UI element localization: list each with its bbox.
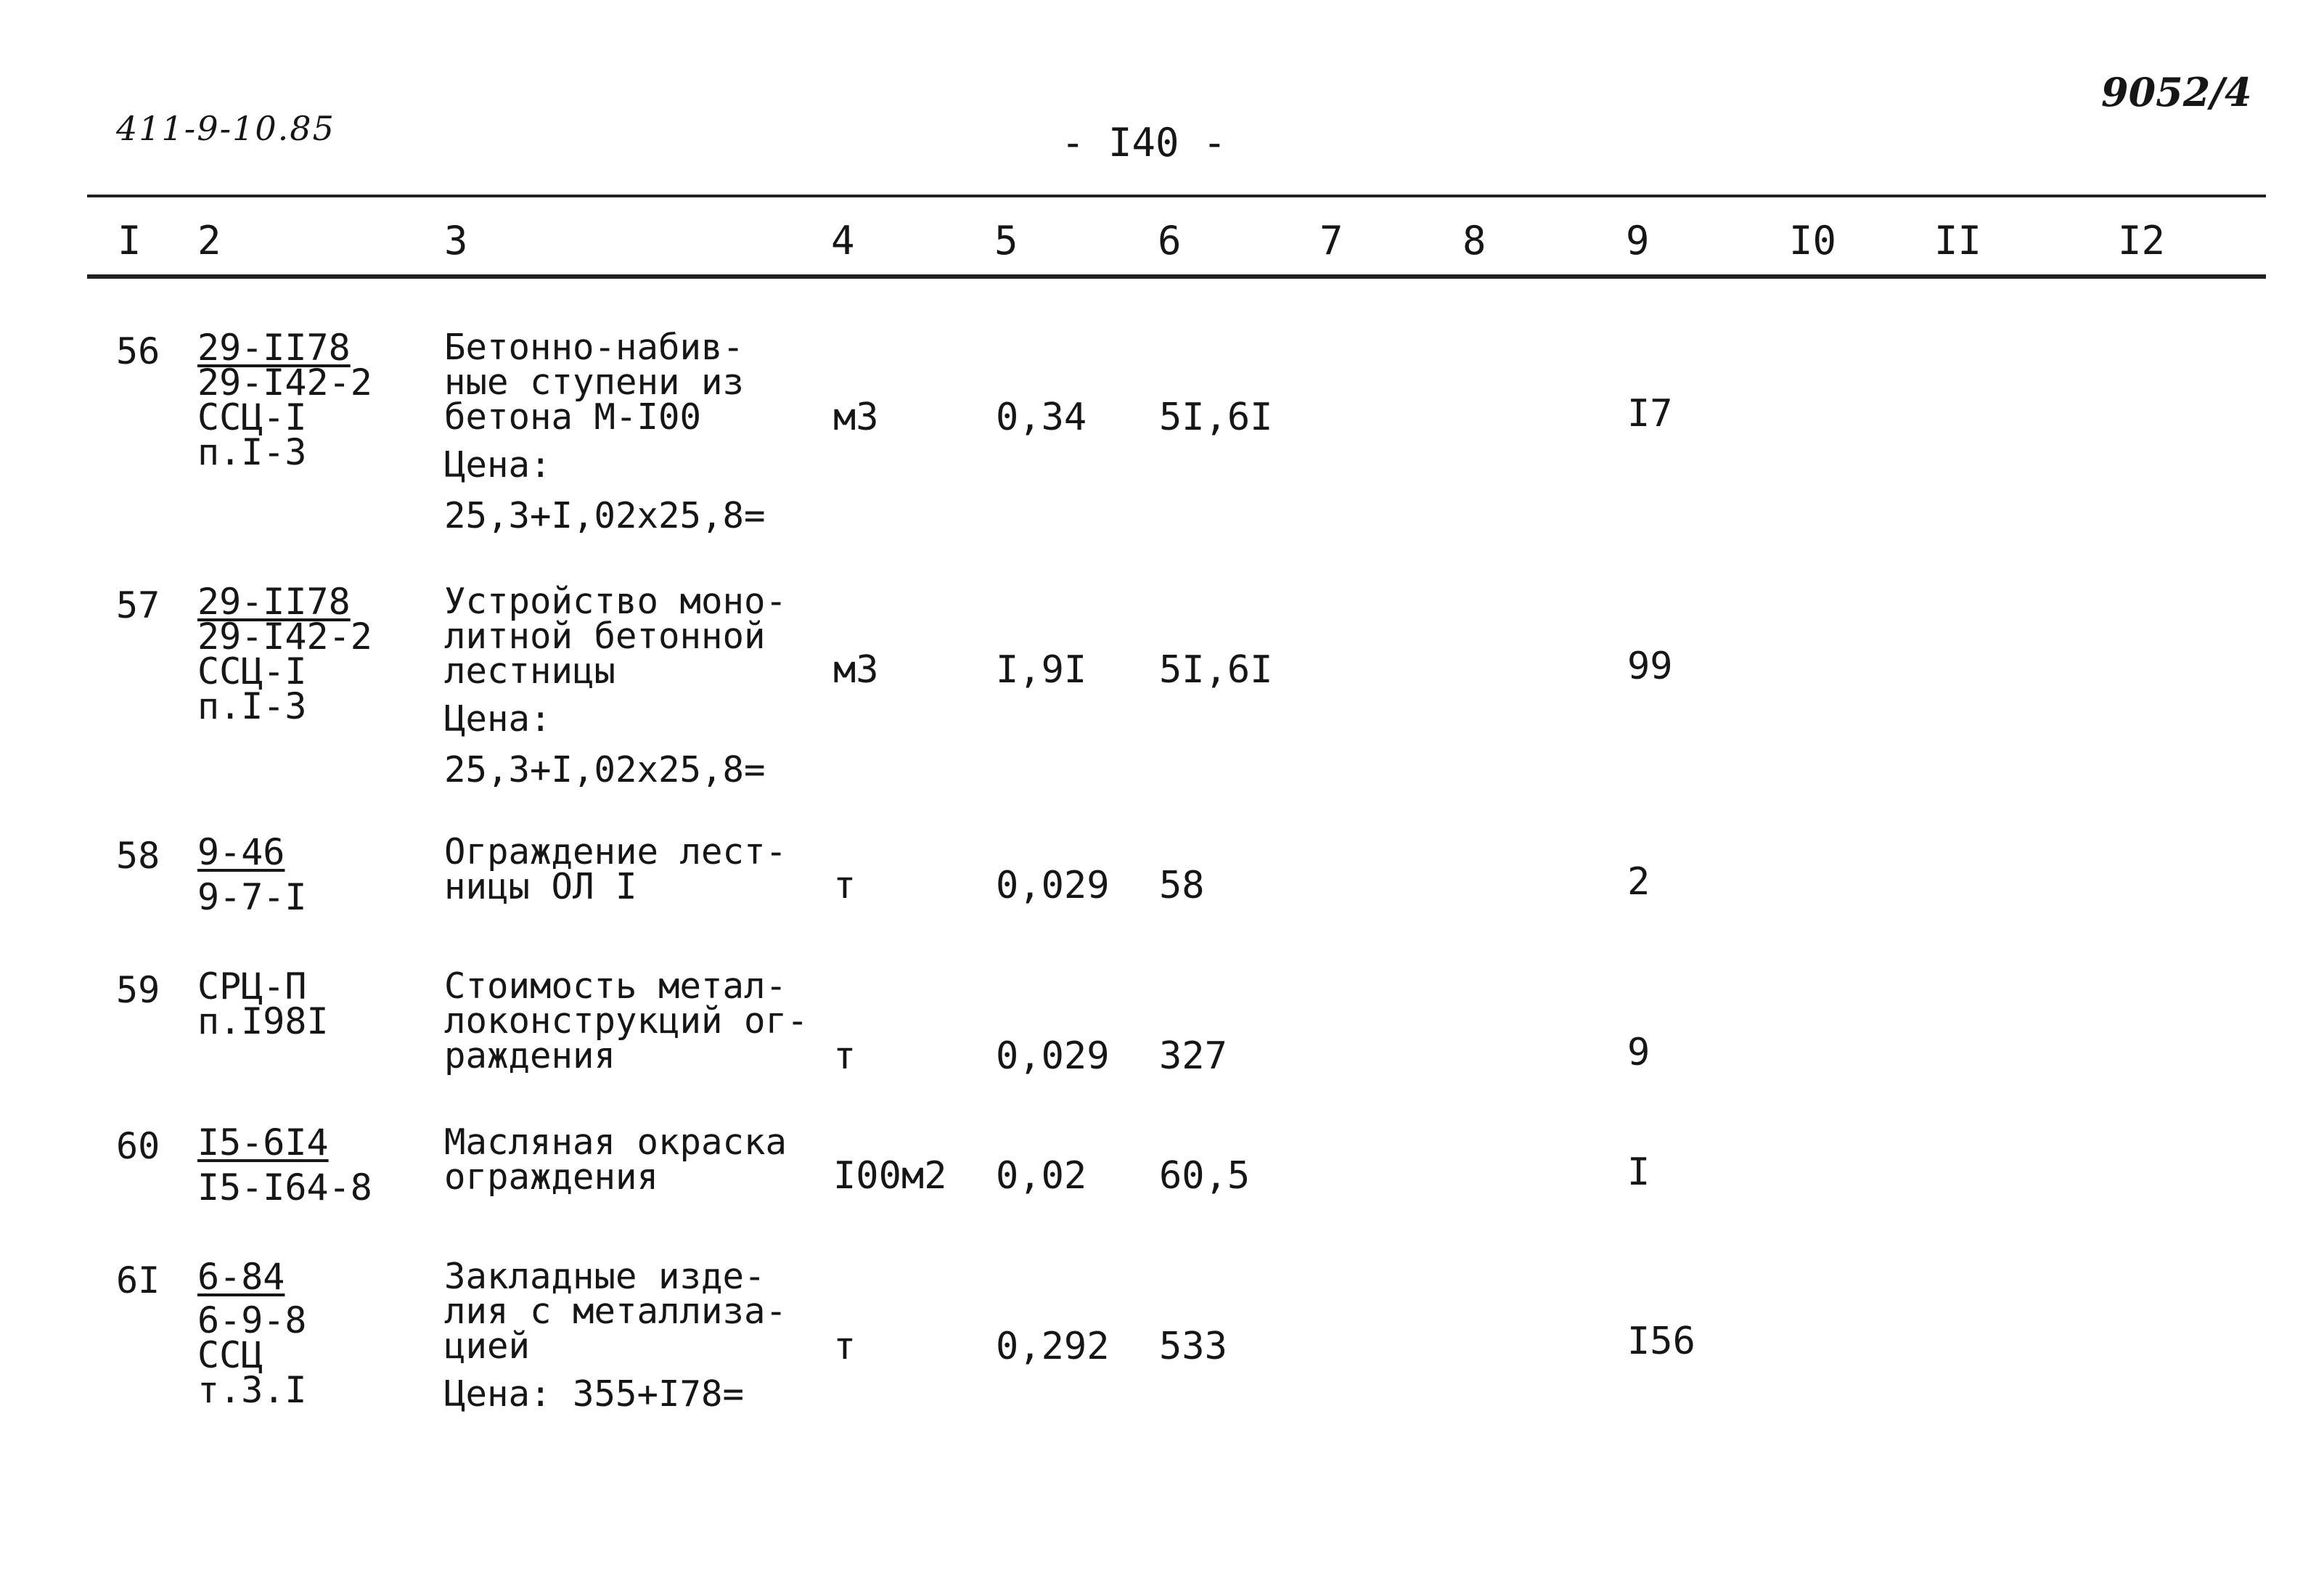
column-header-7: 7 — [1319, 218, 1343, 263]
description-line: бетона М-I00 — [444, 396, 702, 438]
unit-cost-cell: 58 — [1159, 864, 1205, 907]
rate-code-primary: 6-84 — [197, 1256, 285, 1298]
rate-code-primary: I5-6I4 — [197, 1121, 329, 1164]
rate-code — [197, 1256, 307, 1411]
rate-code-line: п.I-3 — [197, 431, 307, 473]
column-header-5: 5 — [994, 218, 1018, 263]
total-cost-cell: I7 — [1627, 392, 1673, 436]
row-number: 57 — [116, 584, 160, 626]
work-description — [444, 831, 787, 907]
rate-code-line: п.I98I — [197, 1000, 329, 1042]
row-number: 56 — [116, 330, 160, 372]
description-line: ные ступени из — [444, 361, 745, 403]
column-header-12: I2 — [2118, 218, 2166, 263]
description-line: литной бетонной — [444, 616, 766, 657]
quantity-cell: 0,029 — [996, 1034, 1110, 1078]
column-header-4: 4 — [831, 218, 855, 263]
total-cost-cell: 99 — [1627, 645, 1673, 688]
row-number: 59 — [116, 969, 160, 1011]
unit-cell: т — [833, 1325, 856, 1368]
unit-cost-cell: 60,5 — [1159, 1154, 1251, 1198]
row-number: 60 — [116, 1125, 160, 1167]
column-header-10: I0 — [1789, 218, 1837, 263]
description-line: Устройство моно- — [444, 581, 787, 622]
description-line: цией — [444, 1325, 531, 1367]
rate-code-line: I5-I64-8 — [197, 1166, 372, 1209]
description-line: лестницы — [444, 650, 616, 692]
rate-code — [197, 1121, 372, 1209]
description-line: Закладные изде- — [444, 1256, 766, 1297]
quantity-cell: 0,292 — [996, 1325, 1110, 1368]
column-header-8: 8 — [1462, 218, 1486, 263]
total-cost-cell: I56 — [1627, 1320, 1695, 1363]
work-description — [444, 1121, 787, 1198]
rate-code-line: СРЦ-П — [197, 965, 307, 1008]
price-formula: Цена: 355+I78= — [444, 1373, 745, 1415]
price-formula: 25,3+I,02x25,8= — [444, 749, 766, 790]
total-cost-cell: 9 — [1627, 1031, 1650, 1074]
rate-code-primary: 9-46 — [197, 831, 285, 873]
unit-cell: м3 — [833, 648, 879, 692]
rate-code — [197, 965, 329, 1042]
description-line: Масляная окраска — [444, 1121, 787, 1163]
quantity-cell: 0,029 — [996, 864, 1110, 907]
description-line: Бетонно-набив- — [444, 327, 745, 368]
unit-cell: т — [833, 1034, 856, 1078]
rate-code — [197, 581, 372, 727]
rate-code-line: 29-I42-2 — [197, 361, 372, 404]
rate-code — [197, 327, 372, 473]
rate-code-line: ССЦ — [197, 1334, 263, 1376]
description-line: ницы ОЛ I — [444, 866, 637, 907]
rate-code-line: 6-9-8 — [197, 1299, 307, 1341]
quantity-cell: I,9I — [996, 648, 1087, 692]
rate-code-line: п.I-3 — [197, 685, 307, 727]
quantity-cell: 0,34 — [996, 396, 1087, 439]
unit-cost-cell: 5I,6I — [1159, 396, 1273, 439]
rate-code — [197, 831, 307, 918]
rate-code-line: 9-7-I — [197, 876, 307, 918]
rate-code-primary: 29-II78 — [197, 327, 351, 369]
description-line: локонструкций ог- — [444, 1000, 809, 1042]
rate-code-line: ССЦ-I — [197, 396, 307, 438]
work-description — [444, 327, 766, 536]
header-top-rule — [87, 195, 2266, 197]
unit-cell: I00м2 — [833, 1154, 947, 1198]
rate-code-primary: 29-II78 — [197, 581, 351, 623]
unit-cost-cell: 533 — [1159, 1325, 1227, 1368]
unit-cost-cell: 327 — [1159, 1034, 1227, 1078]
row-number: 6I — [116, 1259, 160, 1301]
rate-code-line: т.3.I — [197, 1369, 307, 1411]
column-header-3: 3 — [444, 218, 468, 263]
column-header-11: II — [1934, 218, 1982, 263]
rate-code-line: ССЦ-I — [197, 650, 307, 692]
row-number: 58 — [116, 835, 160, 877]
description-line: ограждения — [444, 1156, 659, 1198]
price-label: Цена: — [444, 444, 552, 486]
unit-cell: т — [833, 864, 856, 907]
unit-cell: м3 — [833, 396, 879, 439]
total-cost-cell: 2 — [1627, 860, 1650, 904]
column-header-9: 9 — [1626, 218, 1650, 263]
price-formula: 25,3+I,02x25,8= — [444, 495, 766, 536]
description-line: Ограждение лест- — [444, 831, 787, 872]
unit-cost-cell: 5I,6I — [1159, 648, 1273, 692]
sheet-code: 9052/4 — [2101, 69, 2252, 115]
column-header-6: 6 — [1158, 218, 1182, 263]
description-line: раждения — [444, 1035, 616, 1076]
column-header-2: 2 — [197, 218, 221, 263]
description-line: Стоимость метал- — [444, 965, 787, 1007]
work-description — [444, 965, 809, 1076]
total-cost-cell: I — [1627, 1150, 1650, 1194]
description-line: лия с металлиза- — [444, 1291, 787, 1332]
price-label: Цена: — [444, 698, 552, 740]
work-description — [444, 581, 787, 790]
quantity-cell: 0,02 — [996, 1154, 1087, 1198]
column-header-1: I — [118, 218, 142, 263]
header-bottom-rule — [87, 274, 2266, 279]
rate-code-line: 29-I42-2 — [197, 616, 372, 658]
work-description — [444, 1256, 787, 1415]
document-code: 411-9-10.85 — [116, 109, 335, 148]
page-number: - I40 - — [1061, 120, 1227, 165]
